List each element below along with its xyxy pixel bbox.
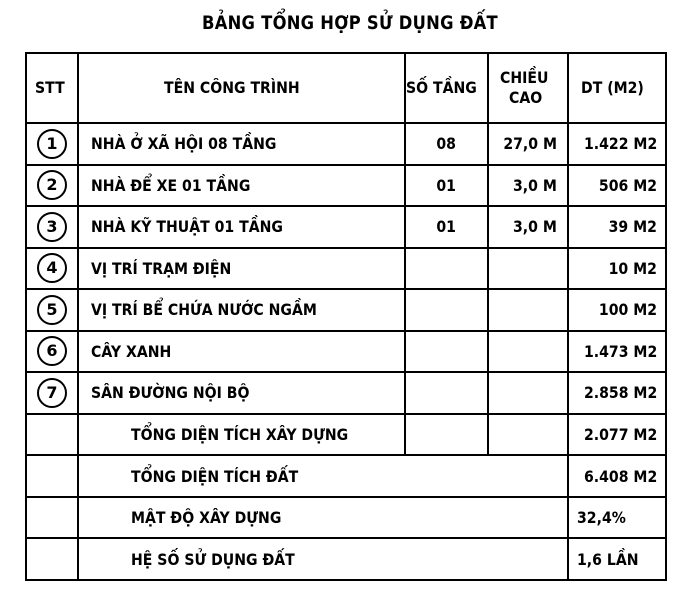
stt-circle: 4 [37,253,67,283]
summary-row [26,414,666,456]
row-name: VỊ TRÍ TRẠM ĐIỆN [91,258,232,278]
row-floors: 01 [436,217,457,237]
row-name: SÂN ĐƯỜNG NỘI BỘ [91,383,250,403]
table-row [26,206,666,248]
table-row [26,289,666,331]
summary-value: 32,4% [577,508,626,528]
summary-row [26,497,666,539]
row-name: NHÀ KỸ THUẬT 01 TẦNG [91,217,283,237]
table-row [26,248,666,290]
row-height: 3,0 M [513,217,557,237]
summary-row [26,538,666,580]
stt-circle: 7 [37,378,67,408]
table-row [26,165,666,207]
page-title: BẢNG TỔNG HỢP SỬ DỤNG ĐẤT [202,12,498,34]
summary-value: 6.408 M2 [583,466,657,486]
row-name: VỊ TRÍ BỂ CHỨA NƯỚC NGẦM [91,300,317,320]
row-height: 27,0 M [503,134,557,154]
stt-circle: 3 [37,212,67,242]
land-use-table [25,52,667,581]
stt-circle: 5 [37,295,67,325]
summary-row [26,455,666,497]
summary-value: 1,6 LẦN [577,549,639,569]
row-area: 39 M2 [608,217,657,237]
row-name: NHÀ ĐỂ XE 01 TẦNG [91,175,251,195]
header-stt: STT [26,53,78,123]
row-height: 3,0 M [513,175,557,195]
row-floors: 01 [436,175,457,195]
row-area: 1.422 M2 [583,134,657,154]
row-area: 100 M2 [598,300,657,320]
row-area: 2.858 M2 [583,383,657,403]
stt-circle: 6 [37,336,67,366]
summary-label: TỔNG DIỆN TÍCH ĐẤT [131,466,299,486]
table-header-row [26,53,666,123]
row-floors: 08 [436,134,457,154]
row-area: 1.473 M2 [583,341,657,361]
table-row [26,372,666,414]
header-area: DT (M2) [568,53,666,123]
summary-label: HỆ SỐ SỬ DỤNG ĐẤT [131,549,295,569]
row-name: NHÀ Ở XÃ HỘI 08 TẦNG [91,134,277,154]
table-row [26,331,666,373]
row-area: 506 M2 [598,175,657,195]
header-height: CHIỀU CAO [488,53,568,123]
summary-label: MẬT ĐỘ XÂY DỰNG [131,508,282,528]
row-area: 10 M2 [608,258,657,278]
table-row [26,123,666,165]
stt-circle: 1 [37,129,67,159]
header-floors: SỐ TẦNG [405,53,488,123]
stt-circle: 2 [37,170,67,200]
summary-label: TỔNG DIỆN TÍCH XÂY DỰNG [131,424,349,444]
header-name: TÊN CÔNG TRÌNH [78,53,405,123]
summary-value: 2.077 M2 [583,424,657,444]
row-name: CÂY XANH [91,341,172,361]
